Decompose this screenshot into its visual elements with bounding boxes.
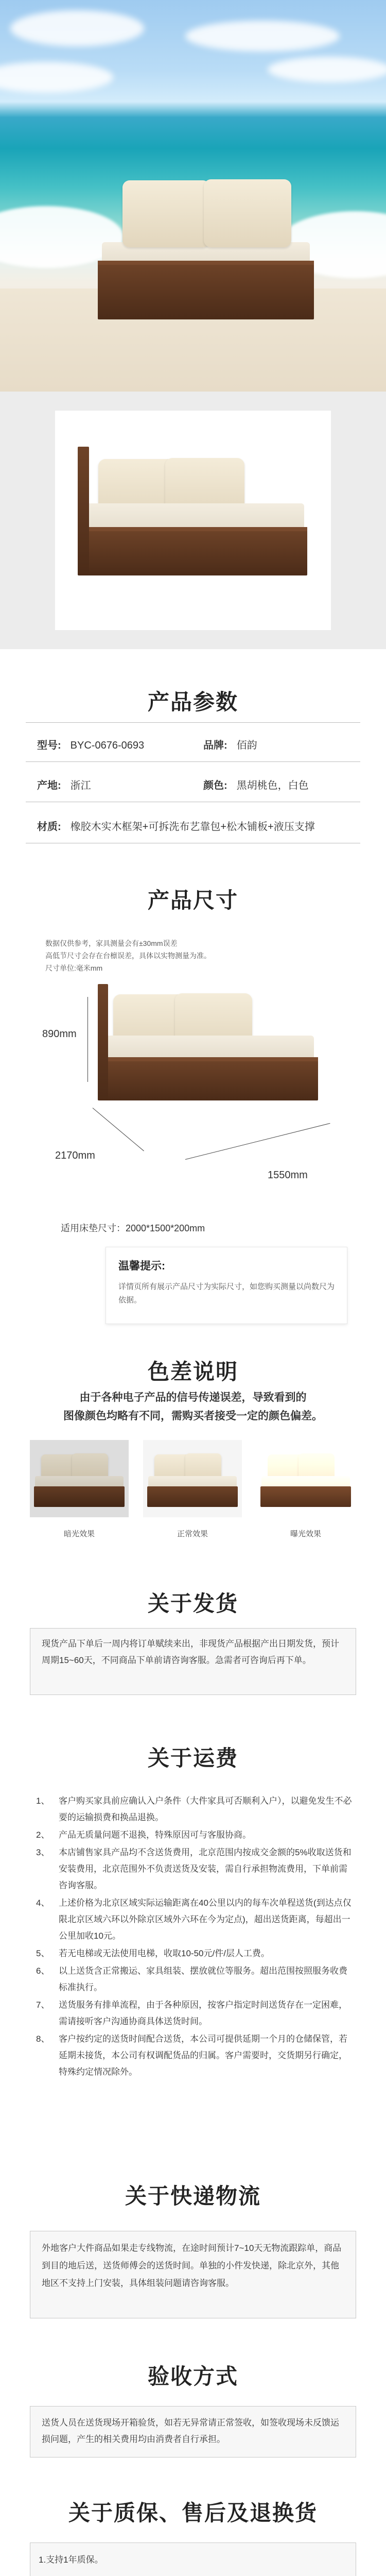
- caption-dark: 暗光效果: [63, 1530, 95, 1538]
- express-title: 关于快递物流: [125, 2184, 261, 2208]
- product-photo-card: [55, 411, 331, 630]
- acceptance-text: 送货人员在送货现场开箱验货，如若无异常请正常签收，如签收现场未反馈运损问题，产生的相关费用均由消费者自行承担。: [42, 2418, 339, 2444]
- length-label: 2170mm: [55, 1150, 95, 1161]
- color-diff-desc-1: 由于各种电子产品的信号传递误差，导致看到的: [79, 1392, 307, 1403]
- freight-item: 5、 若无电梯或无法使用电梯，收取10-50元/件/层人工费。: [36, 1948, 270, 1958]
- param-model: [37, 737, 144, 752]
- freight-item: 2、 产品无质量问题不退换，特殊原因可与客服协商。: [36, 1830, 251, 1840]
- cloud: [185, 21, 340, 52]
- color-swatch-dark: [30, 1440, 129, 1517]
- freight-item: 4、 上述价格为北京区域实际运输距离在40公里以内的每车次单程送货(到达点仅限北京区域六环以外除京区域外六环在今为定点)，超出送货距离，每超出一公里加收10元。: [36, 1898, 352, 1941]
- freight-item: 6、 以上送货含正常搬运、家具组装、摆放就位等服务。超出范围按照服务收费标准执行。: [36, 1966, 347, 1992]
- param-color-value: 黑胡桃色，白色: [236, 780, 309, 791]
- freight-item: 7、 送货服务有排单流程，由于各种原因，按客户指定时间送货存在一定困难，需请接听客户沟通协商具体送货时间。: [36, 2000, 347, 2026]
- freight-item: 8、 客户按约定的送货时间配合送货，本公司可提供延期一个月的仓储保管，若延期未接货，本公司有权调配货品的归属。客户需要时，交货期另行确定，特殊约定情况除外。: [36, 2034, 347, 2077]
- bed-photo: [78, 447, 308, 601]
- param-color: [203, 777, 309, 792]
- express-text: 外地客户大件商品如果走专线物流，在途时间预计7~10天无物流跟踪单，商品到目的地后送，送货师傅会的送货时间。单独的小件发快递，除北京外，其他地区不支持上门安装，具体组装问题请咨询客服。: [42, 2243, 342, 2288]
- size-note-1: 数据仅供参考，家具测量会有±30mm误差: [45, 939, 178, 947]
- param-brand: [203, 737, 257, 752]
- param-model-label: 型号:: [37, 740, 61, 751]
- size-note-3: 尺寸单位:毫米mm: [45, 964, 103, 972]
- caption-normal: 正常效果: [177, 1530, 208, 1538]
- freight-list: [36, 1793, 355, 2081]
- param-origin: [37, 777, 91, 792]
- width-dimension-line: [185, 1123, 330, 1160]
- color-swatch-bright: [256, 1440, 355, 1517]
- cloud: [0, 62, 113, 93]
- bed-photo-hero: [98, 165, 314, 335]
- param-material: [37, 818, 315, 833]
- height-dimension-line: [87, 997, 88, 1082]
- after-sales-box: [30, 2543, 356, 2576]
- shipping-box: [30, 1628, 356, 1695]
- color-diff-desc-2: 图像颜色均略有不同，需购买者接受一定的颜色偏差。: [63, 1410, 323, 1422]
- product-photo-section: [0, 392, 386, 649]
- param-origin-label: 产地:: [37, 780, 61, 791]
- mattress-size: 适用床垫尺寸：2000*1500*200mm: [61, 1223, 205, 1233]
- param-brand-value: 佰韵: [236, 740, 257, 751]
- color-diff-title: 色差说明: [147, 1360, 238, 1384]
- acceptance-title: 验收方式: [147, 2364, 238, 2388]
- param-material-value: 橡胶木实木框架+可拆洗布艺靠包+松木铺板+液压支撑: [70, 821, 315, 833]
- param-model-value: BYC-0676-0693: [70, 740, 145, 751]
- bed-dimension-drawing: [98, 984, 319, 1118]
- after-sales-title: 关于质保、售后及退换货: [68, 2501, 318, 2525]
- freight-item: 1、 客户购买家具前应确认入户条件（大件家具可否顺利入户），以避免发生不必要的运输损费和换品退换。: [36, 1796, 352, 1822]
- caption-bright: 曝光效果: [290, 1530, 321, 1538]
- param-brand-label: 品牌:: [203, 740, 227, 751]
- tip-box: [106, 1247, 347, 1324]
- param-material-label: 材质:: [37, 821, 61, 833]
- width-label: 1550mm: [268, 1170, 308, 1181]
- tip-text: 详情页所有展示产品尺寸为实际尺寸，如您购买测量以尚数尺为依据。: [118, 1282, 335, 1304]
- divider: [26, 761, 360, 762]
- divider: [26, 722, 360, 723]
- freight-item: 3、 本店铺售家具产品均不含送货费用，北京范围内按成交金额的5%收取送货和安装费用，北京范围外不负责送货及安装，需自行承担物流费用，下单前需咨询客服。: [36, 1848, 352, 1890]
- shipping-text: 现货产品下单后一周内将订单赋续来出，非现货产品根据产出日期发货，预计周期15~60天，不同商品下单前请咨询客服。急需者可咨询后再下单。: [42, 1639, 339, 1665]
- color-swatch-normal: [143, 1440, 242, 1517]
- param-origin-value: 浙江: [70, 780, 91, 791]
- freight-title: 关于运费: [147, 1746, 238, 1770]
- express-box: [30, 2231, 356, 2318]
- cloud: [10, 10, 144, 46]
- after-sales-line: 1.支持1年质保。: [39, 2555, 103, 2565]
- acceptance-box: [30, 2406, 356, 2458]
- size-title: 产品尺寸: [147, 888, 238, 912]
- tip-title: 温馨提示:: [118, 1260, 165, 1272]
- height-label: 890mm: [42, 1028, 77, 1040]
- param-color-label: 颜色:: [203, 780, 227, 791]
- size-note-2: 高低节尺寸会存在台檩误差，具体以实物测量为准。: [45, 952, 211, 960]
- params-title: 产品参数: [147, 690, 238, 714]
- cloud: [268, 57, 386, 82]
- hero-banner: [0, 0, 386, 392]
- shipping-title: 关于发货: [147, 1591, 238, 1616]
